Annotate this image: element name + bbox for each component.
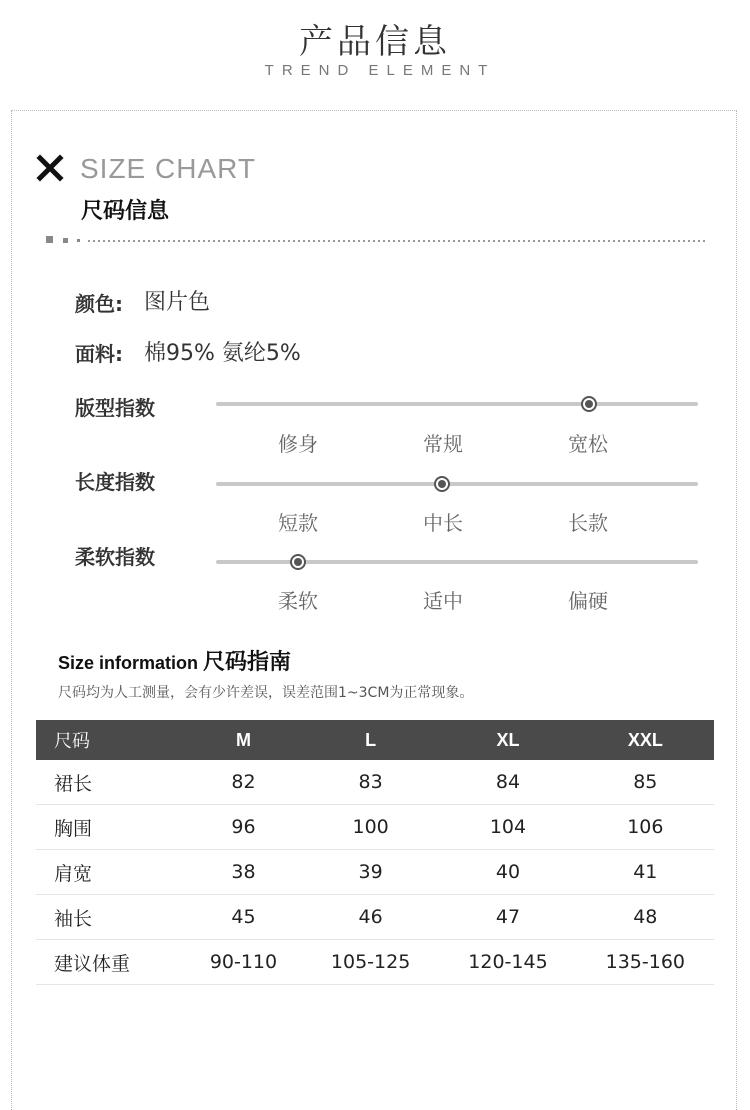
page-subtitle: TREND ELEMENT [264,62,496,79]
softness-index-knob [290,554,306,570]
dotted-divider [46,236,706,246]
softness-option-soft: 柔软 [278,589,318,613]
fit-index-label: 版型指数 [75,396,155,420]
close-icon [36,154,64,182]
table-cell: 105-125 [302,940,439,985]
fit-index-knob [581,396,597,412]
fit-option-regular: 常规 [423,432,463,456]
table-cell: 47 [439,895,576,940]
fit-option-loose: 宽松 [568,432,608,456]
table-row [36,895,714,940]
softness-option-hard: 偏硬 [568,589,608,613]
table-cell: 90-110 [185,940,302,985]
size-guide-title-cn: 尺码指南 [203,650,292,675]
table-header-xl: XL [439,720,576,760]
table-header-row [36,720,714,760]
length-index-label: 长度指数 [75,470,155,494]
table-cell: 40 [439,850,576,895]
table-cell: 120-145 [439,940,576,985]
table-cell: 135-160 [577,940,714,985]
table-cell: 建议体重 [36,940,185,985]
table-header-size: 尺码 [36,720,185,760]
length-index-track [216,482,698,486]
table-cell: 46 [302,895,439,940]
length-index-knob [434,476,450,492]
table-row [36,940,714,985]
table-cell: 胸围 [36,805,185,850]
length-option-medium: 中长 [423,511,463,535]
table-cell: 肩宽 [36,850,185,895]
fit-index-track [216,402,698,406]
table-cell: 裙长 [36,760,185,805]
length-option-long: 长款 [568,511,608,535]
table-cell: 41 [577,850,714,895]
table-cell: 38 [185,850,302,895]
size-table [36,720,714,985]
table-cell: 39 [302,850,439,895]
table-row [36,850,714,895]
size-chart-title: SIZE CHART [80,153,256,184]
length-option-short: 短款 [278,511,318,535]
size-guide-title [58,645,291,676]
page-title: 产品信息 [299,22,451,62]
table-header-m: M [185,720,302,760]
table-cell: 袖长 [36,895,185,940]
fit-option-slim: 修身 [278,432,318,456]
size-chart-subtitle: 尺码信息 [81,199,170,224]
table-cell: 48 [577,895,714,940]
color-label: 颜色: [75,292,123,316]
color-value: 图片色 [144,290,211,315]
softness-option-medium: 适中 [423,589,463,613]
table-cell: 83 [302,760,439,805]
table-cell: 84 [439,760,576,805]
table-cell: 104 [439,805,576,850]
table-cell: 85 [577,760,714,805]
fabric-value: 棉95% 氨纶5% [144,341,301,366]
table-header-xxl: XXL [577,720,714,760]
fabric-label: 面料: [75,342,123,366]
table-cell: 96 [185,805,302,850]
table-header-l: L [302,720,439,760]
size-guide-note: 尺码均为人工测量，会有少许差误，误差范围1~3CM为正常现象。 [58,685,474,701]
size-guide-title-en: Size information [58,653,204,673]
table-cell: 45 [185,895,302,940]
table-cell: 82 [185,760,302,805]
table-cell: 100 [302,805,439,850]
table-row [36,760,714,805]
table-cell: 106 [577,805,714,850]
softness-index-label: 柔软指数 [75,545,155,569]
table-row [36,805,714,850]
softness-index-track [216,560,698,564]
